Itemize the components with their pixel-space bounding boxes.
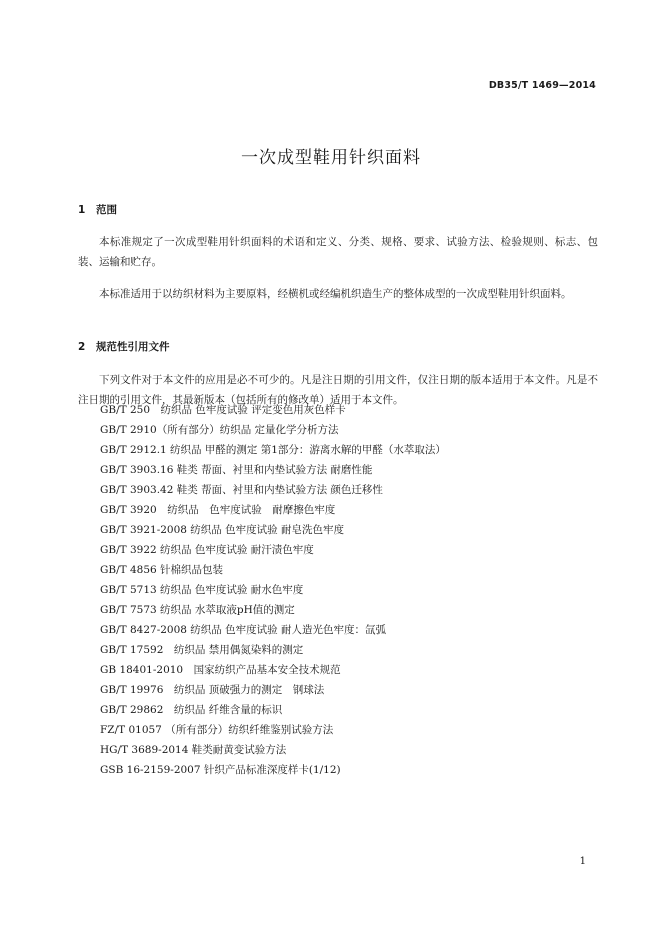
reference-item: GB/T 3903.16 鞋类 帮面、衬里和内垫试验方法 耐磨性能 bbox=[100, 464, 373, 476]
page-number: 1 bbox=[579, 856, 586, 867]
reference-item: GB/T 2910（所有部分）纺织品 定量化学分析方法 bbox=[100, 424, 339, 436]
reference-item: GB/T 17592 纺织品 禁用偶氮染料的测定 bbox=[100, 644, 304, 656]
reference-item: GSB 16-2159-2007 针织产品标准深度样卡(1/12) bbox=[100, 764, 341, 776]
reference-item: GB/T 4856 针棉织品包装 bbox=[100, 564, 224, 576]
section-title: 范围 bbox=[96, 204, 117, 216]
reference-item: GB/T 29862 纺织品 纤维含量的标识 bbox=[100, 704, 283, 716]
document-title: 一次成型鞋用针织面料 bbox=[241, 148, 421, 168]
paragraph: 本标准适用于以纺织材料为主要原料，经横机或经编机织造生产的整体成型的一次成型鞋用针织面料。 bbox=[99, 288, 572, 300]
section-heading-scope bbox=[78, 202, 117, 217]
reference-item: GB/T 3920 纺织品 色牢度试验 耐摩擦色牢度 bbox=[100, 504, 336, 516]
section-heading-normative-references bbox=[78, 339, 170, 354]
standard-code: DB35/T 1469—2014 bbox=[488, 80, 596, 91]
reference-item: HG/T 3689-2014 鞋类耐黄变试验方法 bbox=[100, 744, 287, 756]
reference-item: GB/T 19976 纺织品 顶破强力的测定 钢球法 bbox=[100, 684, 325, 696]
reference-item: GB/T 2912.1 纺织品 甲醛的测定 第1部分：游离水解的甲醛（水萃取法） bbox=[100, 444, 446, 456]
reference-item: GB/T 8427-2008 纺织品 色牢度试验 耐人造光色牢度：氙弧 bbox=[100, 624, 386, 636]
reference-item: GB/T 5713 纺织品 色牢度试验 耐水色牢度 bbox=[100, 584, 304, 596]
reference-item: FZ/T 01057 （所有部分）纺织纤维鉴别试验方法 bbox=[100, 724, 334, 736]
section-number: 2 bbox=[78, 341, 86, 353]
reference-item: GB 18401-2010 国家纺织产品基本安全技术规范 bbox=[100, 664, 341, 676]
paragraph: 本标准规定了一次成型鞋用针织面料的术语和定义、分类、规格、要求、试验方法、检验规则、标志、包装、运输和贮存。 bbox=[78, 236, 598, 268]
reference-item: GB/T 3903.42 鞋类 帮面、衬里和内垫试验方法 颜色迁移性 bbox=[100, 484, 383, 496]
section-title: 规范性引用文件 bbox=[96, 341, 170, 353]
paragraph: 下列文件对于本文件的应用是必不可少的。凡是注日期的引用文件，仅注日期的版本适用于本文件。凡是不注日期的引用文件，其最新版本（包括所有的修改单）适用于本文件。 bbox=[78, 374, 598, 406]
reference-item: GB/T 250 纺织品 色牢度试验 评定变色用灰色样卡 bbox=[100, 404, 346, 416]
reference-item: GB/T 7573 纺织品 水萃取液pH值的测定 bbox=[100, 604, 295, 616]
reference-item: GB/T 3922 纺织品 色牢度试验 耐汗渍色牢度 bbox=[100, 544, 314, 556]
section-number: 1 bbox=[78, 204, 86, 216]
reference-item: GB/T 3921-2008 纺织品 色牢度试验 耐皂洗色牢度 bbox=[100, 524, 344, 536]
reference-list bbox=[100, 400, 446, 780]
